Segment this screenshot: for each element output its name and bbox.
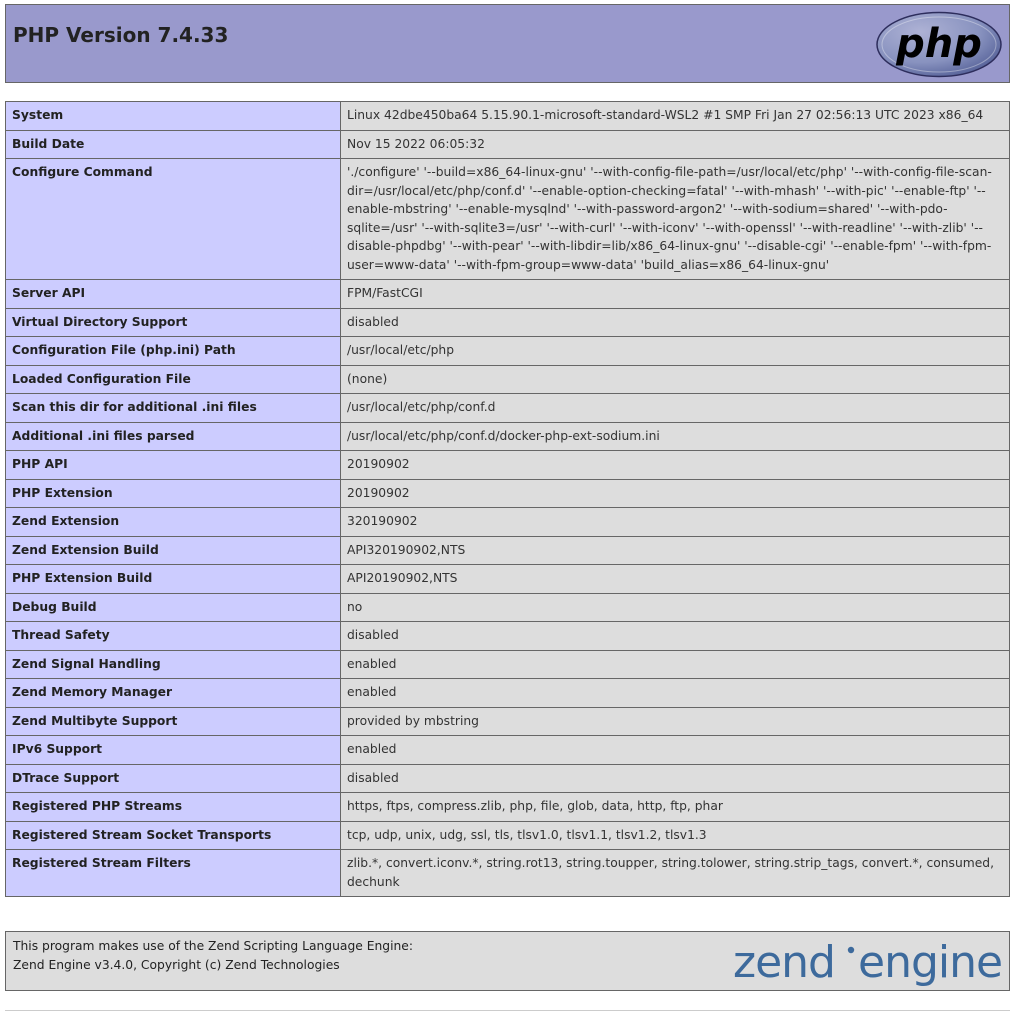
info-value: no [341, 593, 1010, 622]
info-value: Linux 42dbe450ba64 5.15.90.1-microsoft-standard-WSL2 #1 SMP Fri Jan 27 02:56:13 UTC 2023 x86_64 [341, 102, 1010, 131]
info-value: 20190902 [341, 479, 1010, 508]
zend-logo-dot [848, 947, 854, 953]
page-title: PHP Version 7.4.33 [13, 23, 229, 47]
bottom-divider [5, 1010, 1010, 1011]
zend-engine-logo-icon [731, 935, 1003, 987]
php-logo-icon [875, 11, 1003, 78]
info-key: PHP Extension Build [6, 565, 341, 594]
info-key: System [6, 102, 341, 131]
info-row [6, 850, 1010, 897]
info-key: Registered Stream Filters [6, 850, 341, 897]
info-value: enabled [341, 650, 1010, 679]
info-row [6, 622, 1010, 651]
info-row [6, 821, 1010, 850]
info-key: Virtual Directory Support [6, 308, 341, 337]
zend-credit-line1: This program makes use of the Zend Scripting Language Engine: [13, 939, 414, 953]
info-value: disabled [341, 308, 1010, 337]
info-key: Zend Extension [6, 508, 341, 537]
info-row [6, 280, 1010, 309]
info-row [6, 337, 1010, 366]
info-row [6, 159, 1010, 280]
zend-credit-text [13, 937, 413, 975]
info-value: disabled [341, 764, 1010, 793]
info-value: './configure' '--build=x86_64-linux-gnu' '--with-config-file-path=/usr/local/etc/php' '--with-config-file-scan-dir=/usr/local/etc/php/conf.d' '--enable-option-checking=fatal' '--with-mhash' '--with-pic' '--enable-ftp' '--enable-mbstring' '--enable-mysqlnd' '--with-password-argon2' '--with-sodium=shared' '--with-pdo-sqlite=/usr' '--with-sqlite3=/usr' '--with-curl' '--with-iconv' '--with-openssl' '--with-readline' '--with-zlib' '--disable-phpdbg' '--with-pear' '--with-libdir=lib/x86_64-linux-gnu' '--disable-cgi' '--enable-fpm' '--with-fpm-user=www-data' '--with-fpm-group=www-data' 'build_alias=x86_64-linux-gnu' [341, 159, 1010, 280]
info-row [6, 102, 1010, 131]
info-table-body [6, 102, 1010, 897]
info-row [6, 394, 1010, 423]
info-key: PHP Extension [6, 479, 341, 508]
info-key: Build Date [6, 130, 341, 159]
info-key: DTrace Support [6, 764, 341, 793]
info-table [5, 101, 1010, 897]
info-value: https, ftps, compress.zlib, php, file, glob, data, http, ftp, phar [341, 793, 1010, 822]
info-value: Nov 15 2022 06:05:32 [341, 130, 1010, 159]
info-value: provided by mbstring [341, 707, 1010, 736]
php-logo-text: php [896, 21, 982, 67]
info-key: Zend Multibyte Support [6, 707, 341, 736]
info-key: IPv6 Support [6, 736, 341, 765]
info-value: API20190902,NTS [341, 565, 1010, 594]
info-value: enabled [341, 736, 1010, 765]
info-row [6, 764, 1010, 793]
info-key: Zend Memory Manager [6, 679, 341, 708]
info-key: Server API [6, 280, 341, 309]
info-value: 320190902 [341, 508, 1010, 537]
info-value: enabled [341, 679, 1010, 708]
info-key: Loaded Configuration File [6, 365, 341, 394]
info-key: Additional .ini files parsed [6, 422, 341, 451]
info-value: tcp, udp, unix, udg, ssl, tls, tlsv1.0, tlsv1.1, tlsv1.2, tlsv1.3 [341, 821, 1010, 850]
info-row [6, 593, 1010, 622]
zend-logo-word2: engine [858, 937, 1003, 987]
info-row [6, 707, 1010, 736]
info-key: Configure Command [6, 159, 341, 280]
page-header [5, 4, 1010, 83]
info-row [6, 679, 1010, 708]
info-key: Thread Safety [6, 622, 341, 651]
info-row [6, 508, 1010, 537]
info-value: /usr/local/etc/php/conf.d [341, 394, 1010, 423]
zend-logo-word1: zend [733, 937, 835, 987]
info-key: PHP API [6, 451, 341, 480]
info-value: FPM/FastCGI [341, 280, 1010, 309]
info-row [6, 479, 1010, 508]
info-value: API320190902,NTS [341, 536, 1010, 565]
info-row [6, 365, 1010, 394]
zend-credit-line2: Zend Engine v3.4.0, Copyright (c) Zend Technologies [13, 958, 340, 972]
info-row [6, 451, 1010, 480]
info-value: zlib.*, convert.iconv.*, string.rot13, string.toupper, string.tolower, string.strip_tags, convert.*, consumed, dechunk [341, 850, 1010, 897]
info-row [6, 793, 1010, 822]
info-key: Zend Signal Handling [6, 650, 341, 679]
info-key: Debug Build [6, 593, 341, 622]
info-key: Zend Extension Build [6, 536, 341, 565]
info-row [6, 308, 1010, 337]
info-key: Configuration File (php.ini) Path [6, 337, 341, 366]
info-row [6, 650, 1010, 679]
info-row [6, 565, 1010, 594]
info-row [6, 422, 1010, 451]
zend-engine-box [5, 931, 1010, 991]
info-key: Registered Stream Socket Transports [6, 821, 341, 850]
info-key: Scan this dir for additional .ini files [6, 394, 341, 423]
info-value: /usr/local/etc/php/conf.d/docker-php-ext-sodium.ini [341, 422, 1010, 451]
info-value: (none) [341, 365, 1010, 394]
info-row [6, 130, 1010, 159]
info-row [6, 736, 1010, 765]
info-value: disabled [341, 622, 1010, 651]
info-row [6, 536, 1010, 565]
info-key: Registered PHP Streams [6, 793, 341, 822]
info-value: /usr/local/etc/php [341, 337, 1010, 366]
info-value: 20190902 [341, 451, 1010, 480]
